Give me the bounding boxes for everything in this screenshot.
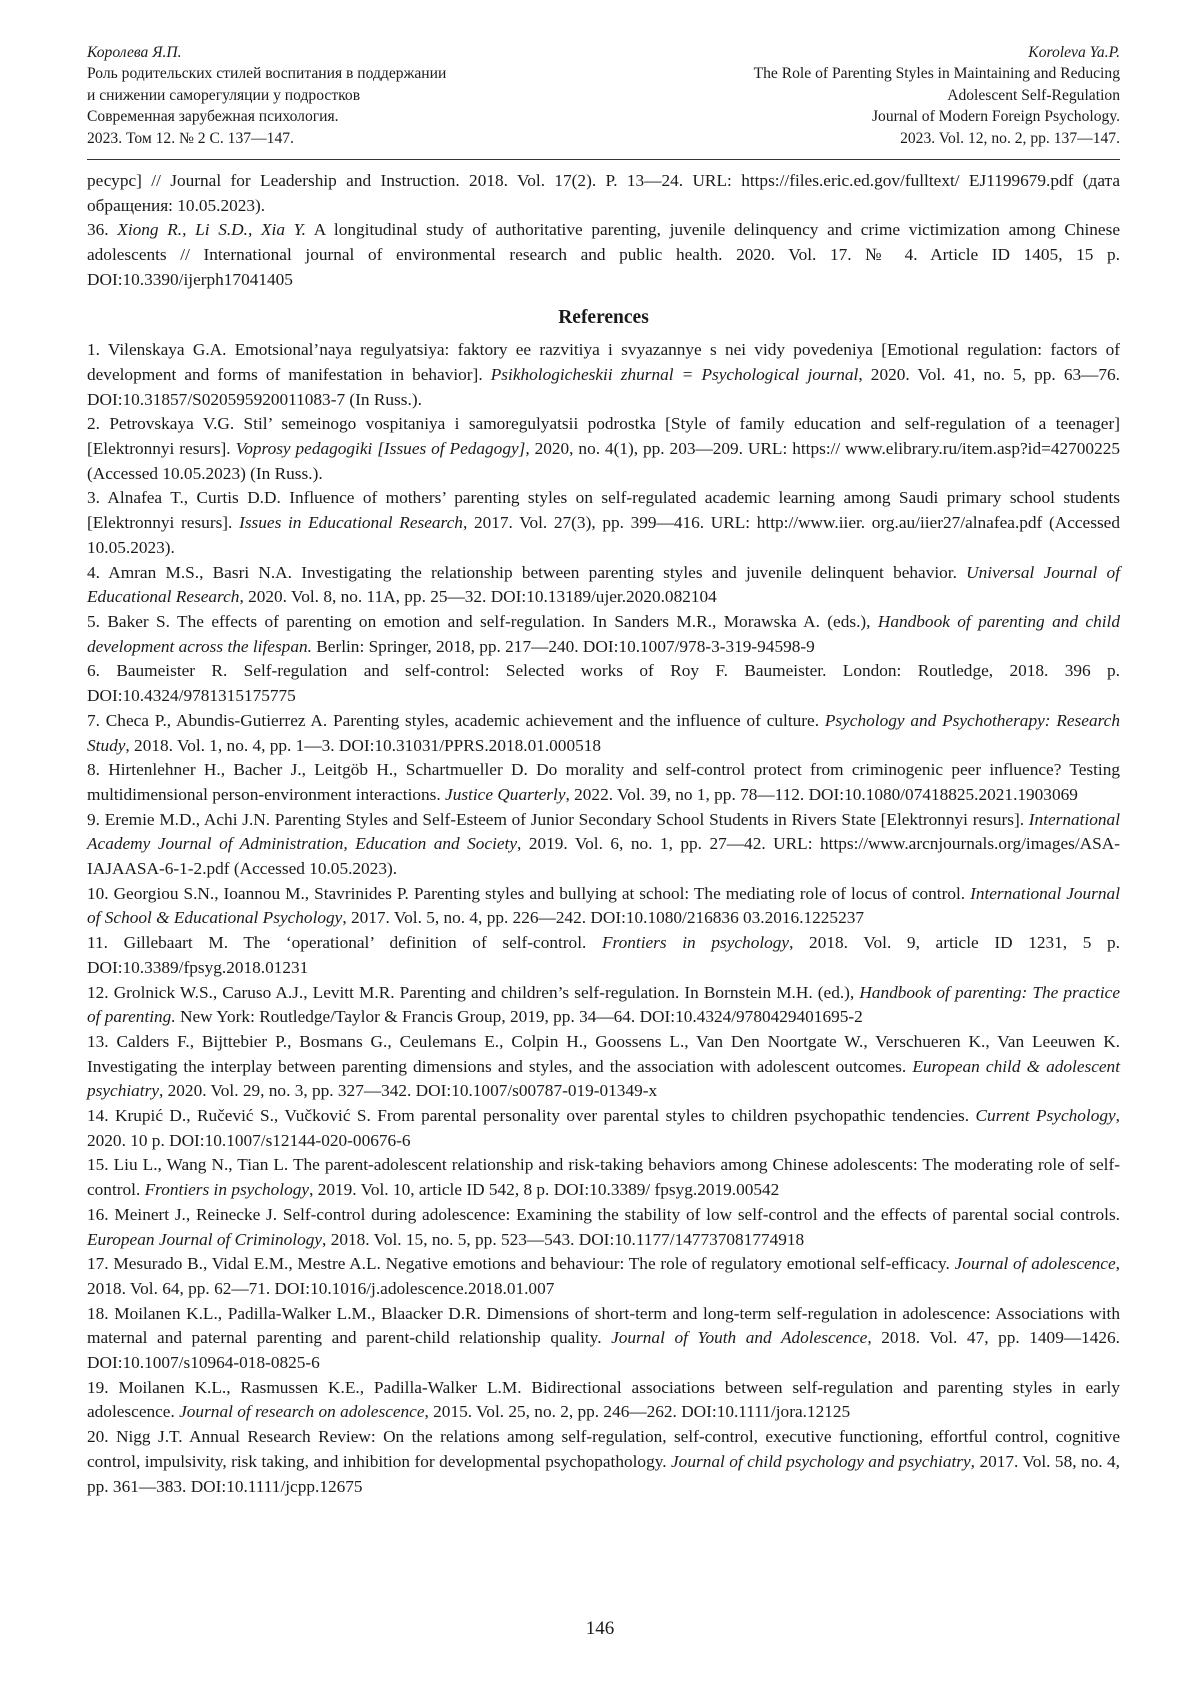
journal-title: Justice Quarterly xyxy=(445,784,566,804)
reference-text: , 2020. 10 p. DOI:10.1007/s12144-020-00676-6 xyxy=(87,1106,1120,1150)
reference-text: 36. xyxy=(87,220,118,240)
journal-title: Frontiers in psychology xyxy=(144,1180,310,1200)
reference-item xyxy=(87,218,1120,292)
reference-item xyxy=(87,981,1120,1030)
journal-title: Handbook of parenting: The practice of parenting. xyxy=(87,982,1120,1027)
header-author-en: Koroleva Ya.P. xyxy=(1028,44,1120,61)
reference-text: 11. Gillebaart M. The ‘operational’ definition of self-control. xyxy=(87,933,602,953)
reference-text: 14. Krupić D., Ručević S., Vučković S. From parental personality over parental styles to children psychopathic tendencies. xyxy=(87,1106,976,1126)
journal-title: Frontiers in psychology xyxy=(601,933,790,953)
reference-item xyxy=(87,659,1120,708)
reference-text: 12. Grolnick W.S., Caruso A.J., Levitt M.R. Parenting and children’s self-regulation. In Bornstein M.H. (ed.), xyxy=(87,982,860,1002)
reference-text: 10. Georgiou S.N., Ioannou M., Stavrinides P. Parenting styles and bullying at school: The mediating role of locus of control. xyxy=(87,883,971,903)
reference-text: , 2019. Vol. 6, no. 1, pp. 27—42. URL: https://www.arcnjournals.org/images/ASA-IAJAASA-6-1-2.pdf (Accessed 10.05.2023). xyxy=(87,834,1120,879)
reference-text: 7. Checa P., Abundis-Gutierrez A. Parenting styles, academic achievement and the influence of culture. xyxy=(87,710,825,730)
journal-title: Journal of adolescence xyxy=(954,1254,1116,1274)
reference-text: 6. Baumeister R. Self-regulation and self-control: Selected works of Roy F. Baumeister. London: Routledge, 2018. 396 p. DOI:10.4324/9781315175775 xyxy=(87,661,1120,706)
header-line-ru: Современная зарубежная психология. xyxy=(87,108,339,126)
reference-item xyxy=(87,1153,1120,1202)
reference-text: 13. Calders F., Bijttebier P., Bosmans G., Ceulemans E., Colpin H., Goossens L., Van Den Noortgate W., Verschueren K., Van Leeuwen K. Investigating the interplay between parenting dimensions and styles, and the association with adolescent outcomes. xyxy=(87,1031,1120,1076)
reference-text: , 2015. Vol. 25, no. 2, pp. 246—262. DOI:10.1111/jora.12125 xyxy=(424,1402,851,1422)
reference-text: ресурс] // Journal for Leadership and Instruction. 2018. Vol. 17(2). P. 13—24. URL: https://files.eric.ed.gov/fulltext/ EJ1199679.pdf (дата обращения: 10.05.2023). xyxy=(87,171,1120,215)
reference-text: , 2017. Vol. 58, no. 4, pp. 361—383. DOI:10.1111/jcpp.12675 xyxy=(87,1451,1120,1496)
reference-item xyxy=(87,1252,1120,1301)
reference-item xyxy=(87,758,1120,807)
running-head-right xyxy=(754,42,1120,149)
reference-item xyxy=(87,169,1120,218)
journal-title: Journal of research on adolescence xyxy=(179,1402,425,1422)
reference-text: , 2018. Vol. 64, pp. 62—71. DOI:10.1016/j.adolescence.2018.01.007 xyxy=(87,1254,1120,1298)
reference-text: , 2018. Vol. 1, no. 4, pp. 1—3. DOI:10.31031/PPRS.2018.01.000518 xyxy=(125,735,602,755)
journal-title: International Journal of School & Educational Psychology xyxy=(87,883,1120,928)
journal-title: Current Psychology xyxy=(975,1106,1116,1126)
reference-text: , 2017. Vol. 27(3), pp. 399—416. URL: http://www.iier. org.au/iier27/alnafea.pdf (Accessed 10.05.2023). xyxy=(87,513,1120,557)
reference-text: 9. Eremie M.D., Achi J.N. Parenting Styles and Self-Esteem of Junior Secondary School Students in Rivers State [Elektronnyi resurs]. xyxy=(87,809,1029,829)
reference-text: 20. Nigg J.T. Annual Research Review: On the relations among self-regulation, self-control, executive functioning, effortful control, cognitive control, impulsivity, risk taking, and inhibition for developmental psychopathology. xyxy=(87,1427,1120,1471)
reference-text: 2020, no. 4(1), pp. 203—209. URL: https:// www.elibrary.ru/item.asp?id=42700225 (Accessed 10.05.2023) (In Russ.). xyxy=(87,439,1120,483)
header-line-en: 2023. Vol. 12, no. 2, pp. 137—147. xyxy=(900,129,1120,147)
reference-item xyxy=(87,709,1120,758)
journal-title: Issues in Educational Research xyxy=(239,513,463,533)
journal-title: International Academy Journal of Administration, Education and Society xyxy=(87,809,1120,854)
running-head xyxy=(87,42,1120,149)
reference-text: 2. Petrovskaya V.G. Stil’ semeinogo vospitaniya i samoregulyatsii podrostka [Style of family education and self-regulation of a teenager] [Elektronnyi resurs]. xyxy=(87,414,1120,459)
reference-item xyxy=(87,610,1120,659)
page xyxy=(87,42,1120,1499)
reference-text: 3. Alnafea T., Curtis D.D. Influence of mothers’ parenting styles on self-regulated academic learning among Saudi primary school students [Elektronnyi resurs]. xyxy=(87,488,1120,533)
journal-title: Xiong R., Li S.D., Xia Y. xyxy=(117,220,306,240)
references-heading: References xyxy=(558,306,649,328)
reference-text: 17. Mesurado B., Vidal E.M., Mestre A.L. Negative emotions and behaviour: The role of regulatory emotional self-efficacy. xyxy=(87,1254,955,1274)
page-number: 146 xyxy=(585,1618,615,1639)
reference-text: 19. Moilanen K.L., Rasmussen K.E., Padilla-Walker L.M. Bidirectional associations between self-regulation and parenting styles in early adolescence. xyxy=(87,1377,1120,1422)
reference-text: 15. Liu L., Wang N., Tian L. The parent-adolescent relationship and risk-taking behaviors among Chinese adolescents: The moderating role of self-control. xyxy=(87,1155,1120,1200)
reference-text: , 2020. Vol. 8, no. 11A, pp. 25—32. DOI:10.13189/ujer.2020.082104 xyxy=(239,587,717,607)
header-line-en: Adolescent Self-Regulation xyxy=(947,86,1120,104)
header-line-ru: Роль родительских стилей воспитания в поддержании xyxy=(87,65,447,83)
header-line-ru: и снижении саморегуляции у подростков xyxy=(87,86,361,104)
journal-title: Universal Journal of Educational Research xyxy=(87,562,1120,607)
reference-text: , 2020. Vol. 29, no. 3, pp. 327—342. DOI:10.1007/s00787-019-01349-x xyxy=(159,1081,658,1101)
journal-title: Voprosy pedagogiki [Issues of Pedagogy], xyxy=(235,439,530,459)
reference-item xyxy=(87,561,1120,610)
reference-text: , 2018. Vol. 15, no. 5, pp. 523—543. DOI:10.1177/147737081774918 xyxy=(322,1229,805,1249)
header-line-ru: 2023. Том 12. № 2 С. 137—147. xyxy=(87,129,294,147)
continued-reference-list xyxy=(87,169,1120,293)
journal-title: European Journal of Criminology xyxy=(87,1229,323,1249)
journal-title: Journal of Youth and Adolescence xyxy=(611,1328,868,1348)
reference-item xyxy=(87,1203,1120,1252)
reference-text: A longitudinal study of authoritative parenting, juvenile delinquency and crime victimization among Chinese adolescents // International journal of environmental research and public health. 2020. Vol. 17. № 4. Article ID 1405, 15 p. DOI:10.3390/ijerph17041405 xyxy=(87,220,1120,289)
reference-text: , 2019. Vol. 10, article ID 542, 8 p. DOI:10.3389/ fpsyg.2019.00542 xyxy=(309,1180,780,1200)
journal-title: Psikhologicheskii zhurnal = Psychological journal xyxy=(490,364,859,384)
journal-title: Handbook of parenting and child development across the lifespan. xyxy=(87,611,1120,656)
reference-text: , 2018. Vol. 9, article ID 1231, 5 p. DOI:10.3389/fpsyg.2018.01231 xyxy=(87,933,1120,977)
reference-item xyxy=(87,338,1120,412)
reference-item xyxy=(87,931,1120,980)
header-line-en: Journal of Modern Foreign Psychology. xyxy=(871,108,1120,126)
reference-text: 8. Hirtenlehner H., Bacher J., Leitgöb H., Schartmueller D. Do morality and self-control protect from criminogenic peer influence? Testing multidimensional person-environment interactions. xyxy=(87,760,1120,804)
reference-text: 4. Amran M.S., Basri N.A. Investigating the relationship between parenting styles and juvenile delinquent behavior. xyxy=(87,562,967,582)
reference-item xyxy=(87,1425,1120,1499)
journal-title: Psychology and Psychotherapy: Research Study xyxy=(87,710,1120,755)
reference-text: , 2020. Vol. 41, no. 5, pp. 63—76. DOI:10.31857/S020595920011083-7 (In Russ.). xyxy=(87,364,1120,409)
reference-text: 18. Moilanen K.L., Padilla-Walker L.M., Blaacker D.R. Dimensions of short-term and long-term self-regulation in adolescence: Associations with maternal and paternal parenting and parent-child relationship quality. xyxy=(87,1303,1120,1348)
reference-item xyxy=(87,1376,1120,1425)
article-body xyxy=(87,169,1120,1499)
reference-item xyxy=(87,412,1120,486)
reference-text: , 2017. Vol. 5, no. 4, pp. 226—242. DOI:10.1080/216836 03.2016.1225237 xyxy=(342,908,864,928)
header-line-en: The Role of Parenting Styles in Maintaining and Reducing xyxy=(753,65,1120,83)
reference-item xyxy=(87,1030,1120,1104)
references-list xyxy=(87,338,1120,1499)
reference-text: 1. Vilenskaya G.A. Emotsional’naya regulyatsiya: faktory ee razvitiya i svyazannye s nei vidy povedeniya [Emotional regulation: factors of development and forms of manifestation in behavior]. xyxy=(87,340,1120,384)
reference-text: New York: Routledge/Taylor & Francis Group, 2019, pp. 34—64. DOI:10.4324/9780429401695-2 xyxy=(175,1007,863,1027)
header-author-ru: Королева Я.П. xyxy=(87,44,182,61)
reference-text: Berlin: Springer, 2018, pp. 217—240. DOI:10.1007/978-3-319-94598-9 xyxy=(311,636,815,656)
reference-item xyxy=(87,882,1120,931)
reference-item xyxy=(87,486,1120,560)
reference-item xyxy=(87,808,1120,882)
reference-text: 16. Meinert J., Reinecke J. Self-control during adolescence: Examining the stability of low self-control and the effects of parental social controls. xyxy=(87,1204,1120,1224)
reference-item xyxy=(87,1302,1120,1376)
reference-item xyxy=(87,1104,1120,1153)
reference-text: 5. Baker S. The effects of parenting on emotion and self-regulation. In Sanders M.R., Morawska A. (eds.), xyxy=(87,611,878,631)
journal-title: European child & adolescent psychiatry xyxy=(87,1056,1120,1101)
header-divider xyxy=(87,159,1120,160)
journal-title: Journal of child psychology and psychiatry xyxy=(671,1451,971,1471)
running-head-left xyxy=(87,42,446,149)
reference-text: , 2022. Vol. 39, no 1, pp. 78—112. DOI:10.1080/07418825.2021.1903069 xyxy=(565,784,1078,804)
reference-text: , 2018. Vol. 47, pp. 1409—1426. DOI:10.1007/s10964-018-0825-6 xyxy=(87,1328,1120,1373)
